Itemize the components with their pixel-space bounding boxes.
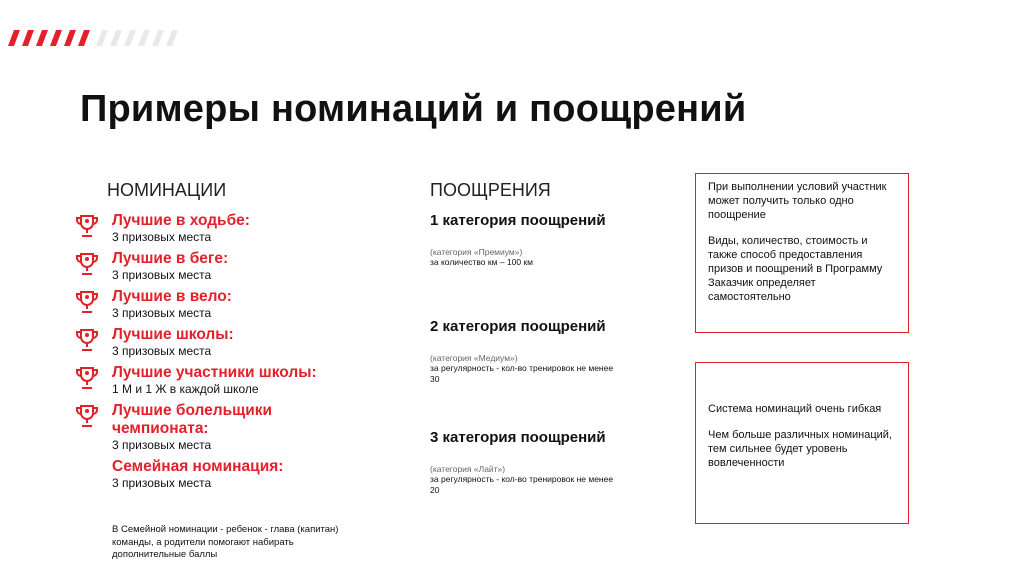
info-box-flexibility xyxy=(695,362,909,524)
nomination-name: Лучшие школы: xyxy=(112,326,234,343)
encouragements-heading: ПООЩРЕНИЯ xyxy=(430,180,551,200)
category-title: 2 категория поощрений xyxy=(430,318,606,335)
nomination-prize: 3 призовых места xyxy=(112,438,212,452)
list-item xyxy=(76,250,376,282)
nomination-name: Лучшие в беге: xyxy=(112,250,229,267)
list-item xyxy=(76,288,376,320)
list-item xyxy=(76,326,376,358)
list-item xyxy=(76,402,376,452)
info-text: При выполнении условий участник может получить только одно поощрение xyxy=(708,181,887,221)
nomination-prize: 3 призовых места xyxy=(112,476,212,490)
category-label: (категория «Лайт») xyxy=(430,464,506,474)
nomination-prize: 3 призовых места xyxy=(112,344,212,358)
list-item xyxy=(76,458,376,490)
nomination-name: Лучшие в ходьбе: xyxy=(112,212,250,229)
nomination-name: Лучшие болельщики чемпионата: xyxy=(112,402,273,437)
nomination-prize: 3 призовых места xyxy=(112,306,212,320)
category-title: 1 категория поощрений xyxy=(430,212,606,229)
nomination-name: Семейная номинация: xyxy=(112,458,284,475)
trophy-icon xyxy=(76,252,98,276)
info-box-conditions xyxy=(695,173,909,333)
list-item xyxy=(76,364,376,396)
category-desc: за регулярность - кол-во тренировок не менее 20 xyxy=(430,474,614,495)
category-desc: за регулярность - кол-во тренировок не менее 30 xyxy=(430,363,614,384)
encouragement-category xyxy=(430,318,670,385)
category-label: (категория «Премиум») xyxy=(430,247,523,257)
nomination-prize: 1 М и 1 Ж в каждой школе xyxy=(112,382,259,396)
info-text: Чем больше различных номинаций, тем сильнее будет уровень вовлеченности xyxy=(708,429,892,469)
decorative-stripes xyxy=(0,30,180,46)
encouragement-category xyxy=(430,212,670,268)
category-desc: за количество км – 100 км xyxy=(430,257,533,267)
trophy-icon xyxy=(76,366,98,390)
category-title: 3 категория поощрений xyxy=(430,429,606,446)
category-label: (категория «Медиум») xyxy=(430,353,518,363)
nomination-prize: 3 призовых места xyxy=(112,230,212,244)
encouragement-category xyxy=(430,429,670,496)
family-note: В Семейной номинации - ребенок - глава (капитан) команды, а родители помогают набирать дополнительные баллы xyxy=(112,524,339,560)
info-text: Виды, количество, стоимость и также способ предоставления призов и поощрений в Программу Заказчик определяет самостоятельно xyxy=(708,235,883,303)
list-item xyxy=(76,212,376,244)
nomination-prize: 3 призовых места xyxy=(112,268,212,282)
trophy-icon xyxy=(76,328,98,352)
trophy-icon xyxy=(76,404,98,428)
nomination-name: Лучшие в вело: xyxy=(112,288,232,305)
trophy-icon xyxy=(76,290,98,314)
page-title: Примеры номинаций и поощрений xyxy=(80,88,747,130)
nominations-heading: НОМИНАЦИИ xyxy=(107,180,227,200)
trophy-icon xyxy=(76,214,98,238)
nominations-list xyxy=(76,212,376,496)
nomination-name: Лучшие участники школы: xyxy=(112,364,317,381)
info-text: Система номинаций очень гибкая xyxy=(708,403,882,415)
